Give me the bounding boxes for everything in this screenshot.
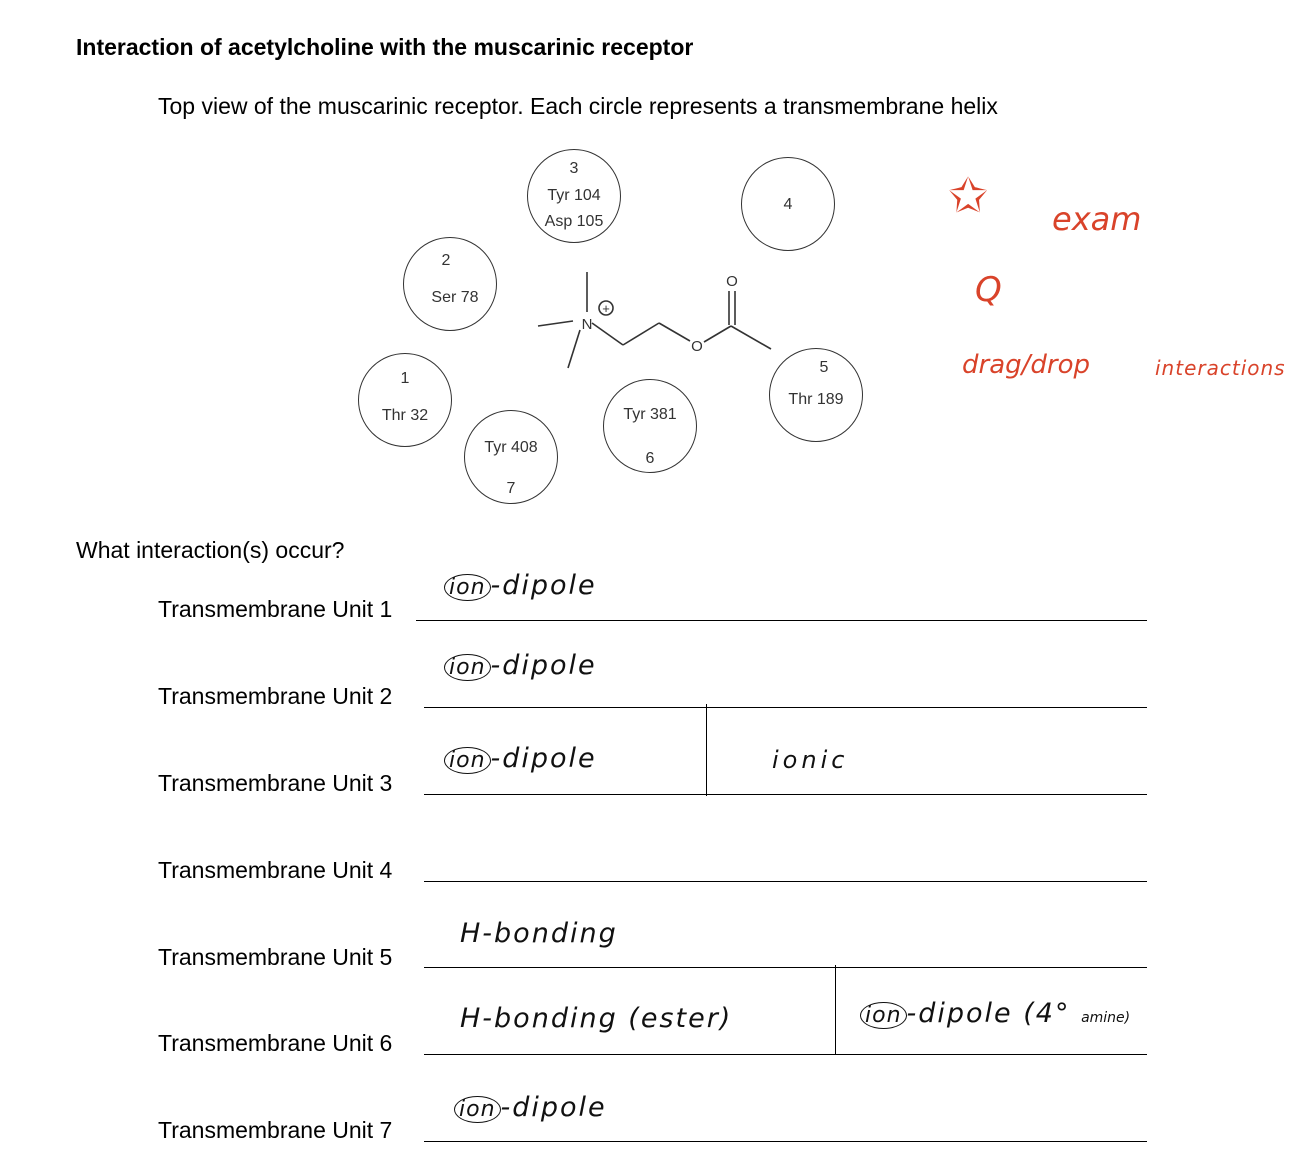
helix-residue: Thr 32	[381, 407, 429, 424]
answer-3-ionic: ionic	[772, 746, 849, 774]
helix-number: 5	[819, 359, 829, 376]
helix-3	[527, 149, 621, 243]
divider-line	[706, 704, 707, 796]
helix-7	[464, 410, 558, 504]
helix-residue: Asp 105	[544, 213, 604, 230]
annotation-q: Q	[975, 270, 1002, 310]
row-label-6: Transmembrane Unit 6	[158, 1030, 393, 1056]
row-label-2: Transmembrane Unit 2	[158, 683, 393, 709]
helix-residue: Thr 189	[788, 391, 844, 408]
row-label-1: Transmembrane Unit 1	[158, 596, 393, 622]
acetylcholine-structure	[530, 265, 780, 375]
positive-charge: +	[602, 301, 610, 316]
answer-1	[444, 570, 597, 601]
answer-text: -dipole	[490, 743, 597, 774]
answer-line-1[interactable]	[416, 620, 1147, 621]
row-label-4: Transmembrane Unit 4	[158, 857, 393, 883]
circled-ion: ion	[454, 1096, 501, 1123]
helix-1	[358, 353, 452, 447]
answer-text: -dipole	[490, 570, 597, 601]
page-title: Interaction of acetylcholine with the muscarinic receptor	[76, 34, 694, 60]
answer-line-4[interactable]	[424, 881, 1147, 882]
helix-residue: Tyr 408	[484, 439, 538, 456]
divider-line	[835, 965, 836, 1055]
annotation-interactions: interactions	[1155, 356, 1286, 380]
helix-2	[403, 237, 497, 331]
answer-6-second	[860, 998, 1130, 1029]
answer-line-2[interactable]	[424, 707, 1147, 708]
ester-oxygen: O	[691, 338, 703, 355]
answer-6: H-bonding (ester)	[460, 1003, 733, 1034]
answer-text: -dipole	[500, 1092, 607, 1123]
circled-ion: ion	[860, 1002, 907, 1029]
helix-number: 3	[569, 160, 579, 177]
helix-number: 1	[400, 370, 410, 387]
answer-3	[444, 743, 597, 774]
annotation-exam: exam	[1052, 200, 1142, 238]
answer-line-5[interactable]	[424, 967, 1147, 968]
annotation-drag-drop: drag/drop	[962, 350, 1090, 380]
row-label-3: Transmembrane Unit 3	[158, 770, 393, 796]
answer-7	[454, 1092, 607, 1123]
helix-6	[603, 379, 697, 473]
circled-ion: ion	[444, 747, 491, 774]
answer-line-7[interactable]	[424, 1141, 1147, 1142]
circled-ion: ion	[444, 654, 491, 681]
circled-ion: ion	[444, 574, 491, 601]
answer-5: H-bonding	[460, 918, 618, 949]
carbonyl-oxygen: O	[726, 273, 738, 290]
answer-text: -dipole	[490, 650, 597, 681]
subtitle: Top view of the muscarinic receptor. Each circle represents a transmembrane helix	[158, 93, 998, 119]
answer-line-3[interactable]	[424, 794, 1147, 795]
answer-line-6[interactable]	[424, 1054, 1147, 1055]
helix-number: 4	[783, 196, 793, 213]
helix-residue: Tyr 104	[547, 187, 601, 204]
helix-number: 2	[441, 252, 451, 269]
answer-2	[444, 650, 597, 681]
row-label-5: Transmembrane Unit 5	[158, 944, 393, 970]
helix-4	[741, 157, 835, 251]
question-text: What interaction(s) occur?	[76, 537, 345, 563]
helix-number: 7	[506, 480, 516, 497]
answer-text-small: amine)	[1081, 1010, 1131, 1026]
helix-5	[769, 348, 863, 442]
row-label-7: Transmembrane Unit 7	[158, 1117, 393, 1143]
helix-residue: Ser 78	[431, 289, 479, 306]
nitrogen-atom: N	[581, 316, 593, 333]
helix-number: 6	[645, 450, 655, 467]
star-icon: ✩	[948, 168, 989, 224]
helix-residue: Tyr 381	[623, 406, 677, 423]
answer-text: -dipole (4°	[906, 998, 1071, 1029]
